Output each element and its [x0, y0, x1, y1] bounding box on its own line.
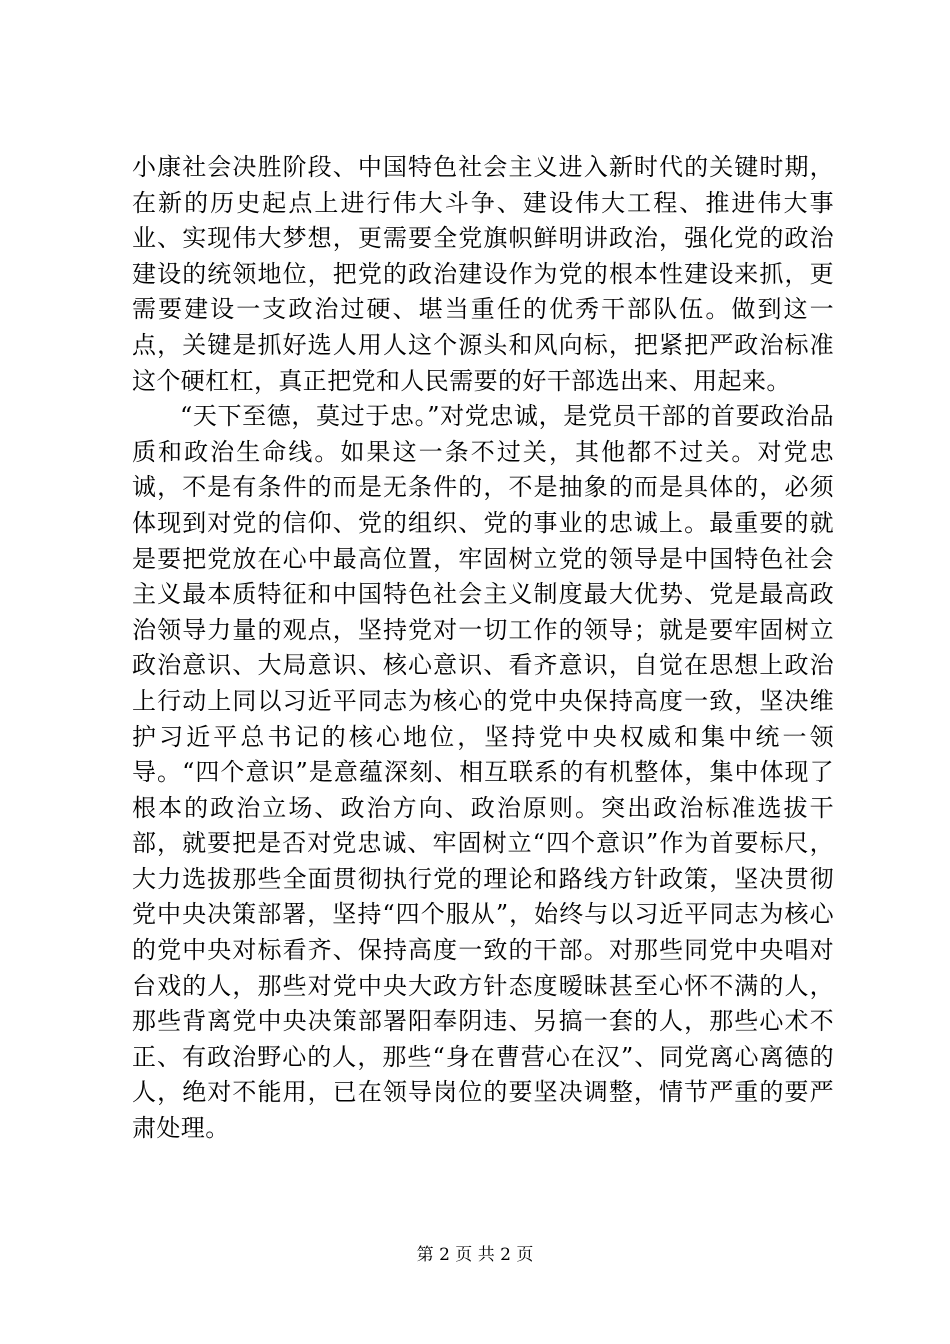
page-footer: 第 2 页 共 2 页 — [416, 1245, 534, 1265]
paragraph-1: 小康社会决胜阶段、中国特色社会主义进入新时代的关键时期，在新的历史起点上进行伟大斗争、建设伟大工程、推进伟大事业、实现伟大梦想，更需要全党旗帜鲜明讲政治，强化党的政治建设的统领地位，把党的政治建设作为党的根本性建设来抓，更需要建设一支政治过硬、堪当重任的优秀干部队伍。做到这一点，关键是抓好选人用人这个源头和风向标，把紧把严政治标准这个硬杠杠，真正把党和人民需要的好干部选出来、用起来。 — [132, 153, 834, 395]
paragraph-2: “天下至德，莫过于忠。”对党忠诚，是党员干部的首要政治品质和政治生命线。如果这一条不过关，其他都不过关。对党忠诚，不是有条件的而是无条件的，不是抽象的而是具体的，必须体现到对党的信仰、党的组织、党的事业的忠诚上。最重要的就是要把党放在心中最高位置，牢固树立党的领导是中国特色社会主义最本质特征和中国特色社会主义制度最大优势、党是最高政治领导力量的观点，坚持党对一切工作的领导；就是要牢固树立政治意识、大局意识、核心意识、看齐意识，自觉在思想上政治上行动上同以习近平同志为核心的党中央保持高度一致，坚决维护习近平总书记的核心地位，坚持党中央权威和集中统一领导。“四个意识”是意蕴深刻、相互联系的有机整体，集中体现了根本的政治立场、政治方向、政治原则。突出政治标准选拔干部，就要把是否对党忠诚、牢固树立“四个意识”作为首要标尺，大力选拔那些全面贯彻执行党的理论和路线方针政策，坚决贯彻党中央决策部署，坚持“四个服从”，始终与以习近平同志为核心的党中央对标看齐、保持高度一致的干部。对那些同党中央唱对台戏的人，那些对党中央大政方针态度暧昧甚至心怀不满的人，那些背离党中央决策部署阳奉阴违、另搞一套的人，那些心术不正、有政治野心的人，那些“身在曹营心在汉”、同党离心离德的人，绝对不能用，已在领导岗位的要坚决调整，情节严重的要严肃处理。 — [132, 402, 834, 1143]
document-body — [132, 150, 834, 1147]
